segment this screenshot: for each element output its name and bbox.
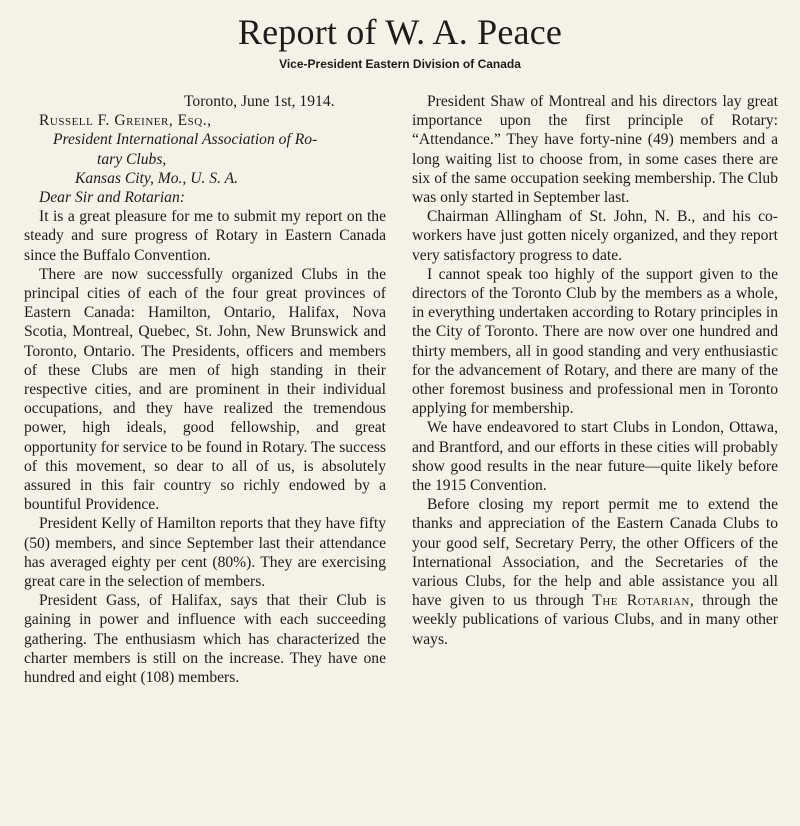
addressee-title-line-1: President International Association of Ro- — [53, 131, 318, 149]
paragraph: We have endeavored to start Clubs in London, Ottawa, and Brantford, and our efforts in these cities will probably show good results in the near future—quite likely before the 1915 Convention. — [412, 419, 778, 495]
report-title: Report of W. A. Peace — [237, 12, 563, 52]
paragraph: I cannot speak too highly of the support given to the directors of the Toronto Club by the members as a whole, in everything undertaken according to Rotary principles in the City of Toronto. There are now over one hundred and thirty members, all in good standing and very enthusiastic for the advancement of Rotary, and there are many of the other foremost business and professional men in Toronto applying for membership. — [412, 265, 778, 418]
salutation: Dear Sir and Rotarian: — [39, 189, 185, 207]
addressee-name: Russell F. Greiner, Esq., — [39, 112, 212, 130]
paragraph: President Kelly of Hamilton reports that they have fifty (50) members, and since September last their attendance has averaged eighty per cent (80%). They are exercising great care in the selection of members. — [24, 515, 386, 591]
paragraph: There are now successfully organized Clubs in the principal cities of each of the four great provinces of Eastern Canada: Hamilton, Ontario, Halifax, Nova Scotia, Montreal, Quebec, St. John, New Brunswick and Toronto, Ontario. The Presidents, officers and members of these Clubs are men of high standing in their respective cities, and are prominent in their individual occupations, and they have realized the tremendous power, high ideals, good fellowship, and great opportunity for service to be found in Rotary. The success of this movement, so dear to all of us, is absolutely assured in this fair country so richly endowed by a bountiful Providence. — [24, 265, 386, 514]
paragraph: President Gass, of Halifax, says that their Club is gaining in power and influence with each succeeding gathering. The enthusiasm which has characterized the charter members is still on the increase. They have one hundred and eight (108) members. — [24, 592, 386, 687]
closing-paragraph — [412, 495, 778, 649]
paragraph: It is a great pleasure for me to submit my report on the steady and sure progress of Rotary in Eastern Canada since the Buffalo Convention. — [24, 208, 386, 264]
report-subtitle: Vice-President Eastern Division of Canada — [279, 57, 521, 71]
left-column — [24, 92, 386, 687]
right-column — [412, 92, 778, 649]
dateline: Toronto, June 1st, 1914. — [184, 93, 335, 110]
magazine-name: The Rotarian — [592, 592, 690, 610]
closing-text-end: , through the weekly publications of various Clubs, and in many other ways. — [412, 592, 778, 648]
addressee-title-line-2: tary Clubs, — [97, 150, 167, 168]
paragraph: Chairman Allingham of St. John, N. B., and his co-workers have just gotten nicely organized, and they report very satisfactory progress to date. — [412, 208, 778, 264]
closing-text: Before closing my report permit me to extend the thanks and appreciation of the Eastern Canada Clubs to your good self, Secretary Perry, the other Officers of the International Association, and the Secretaries of the various Clubs, for the help and able assistance you all have given to us through — [412, 496, 778, 610]
addressee-city: Kansas City, Mo., U. S. A. — [75, 169, 239, 187]
paragraph: President Shaw of Montreal and his directors lay great importance upon the first principle of Rotary: “Attendance.” They have forty-nine (49) members and a long waiting list to choose from, in some cases there are six of the same occupation seeking membership. The Club was only started in September last. — [412, 93, 778, 207]
